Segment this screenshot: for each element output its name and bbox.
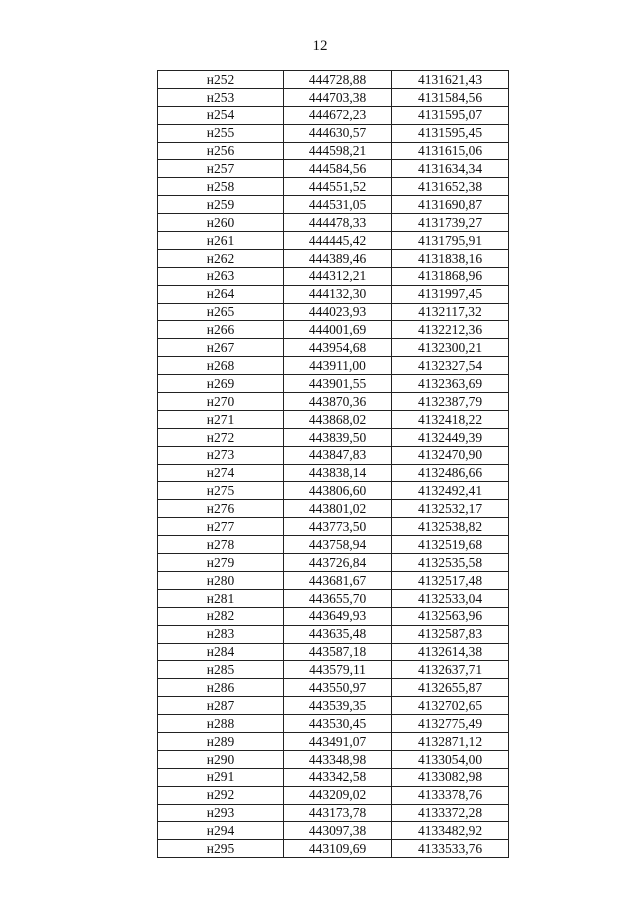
table-row [158,446,509,464]
y-coordinate-cell: 4131615,06 [392,142,509,160]
point-id-cell: н289 [158,732,284,750]
y-coordinate-cell: 4131739,27 [392,214,509,232]
x-coordinate-cell: 443801,02 [284,500,392,518]
point-id-cell: н263 [158,267,284,285]
x-coordinate-cell: 443726,84 [284,554,392,572]
y-coordinate-cell: 4133482,92 [392,822,509,840]
x-coordinate-cell: 443635,48 [284,625,392,643]
table-row [158,661,509,679]
x-coordinate-cell: 443838,14 [284,464,392,482]
point-id-cell: н292 [158,786,284,804]
table-row [158,124,509,142]
point-id-cell: н288 [158,715,284,733]
y-coordinate-cell: 4131621,43 [392,71,509,89]
table-row [158,804,509,822]
table-row [158,249,509,267]
x-coordinate-cell: 443539,35 [284,697,392,715]
y-coordinate-cell: 4131838,16 [392,249,509,267]
x-coordinate-cell: 444132,30 [284,285,392,303]
point-id-cell: н284 [158,643,284,661]
y-coordinate-cell: 4132117,32 [392,303,509,321]
table-row [158,571,509,589]
x-coordinate-cell: 443649,93 [284,607,392,625]
x-coordinate-cell: 444551,52 [284,178,392,196]
y-coordinate-cell: 4132702,65 [392,697,509,715]
y-coordinate-cell: 4132533,04 [392,589,509,607]
x-coordinate-cell: 443681,67 [284,571,392,589]
point-id-cell: н273 [158,446,284,464]
y-coordinate-cell: 4133533,76 [392,840,509,858]
y-coordinate-cell: 4132486,66 [392,464,509,482]
point-id-cell: н282 [158,607,284,625]
point-id-cell: н285 [158,661,284,679]
table-row [158,142,509,160]
x-coordinate-cell: 443587,18 [284,643,392,661]
x-coordinate-cell: 443901,55 [284,375,392,393]
y-coordinate-cell: 4132418,22 [392,410,509,428]
x-coordinate-cell: 443839,50 [284,428,392,446]
y-coordinate-cell: 4131634,34 [392,160,509,178]
y-coordinate-cell: 4132655,87 [392,679,509,697]
table-row [158,267,509,285]
y-coordinate-cell: 4131595,45 [392,124,509,142]
table-row [158,178,509,196]
point-id-cell: н291 [158,768,284,786]
y-coordinate-cell: 4132637,71 [392,661,509,679]
x-coordinate-cell: 443954,68 [284,339,392,357]
x-coordinate-cell: 443109,69 [284,840,392,858]
x-coordinate-cell: 444389,46 [284,249,392,267]
point-id-cell: н260 [158,214,284,232]
x-coordinate-cell: 443097,38 [284,822,392,840]
y-coordinate-cell: 4131595,07 [392,106,509,124]
y-coordinate-cell: 4132535,58 [392,554,509,572]
y-coordinate-cell: 4131868,96 [392,267,509,285]
y-coordinate-cell: 4132363,69 [392,375,509,393]
table-row [158,285,509,303]
point-id-cell: н255 [158,124,284,142]
table-row [158,732,509,750]
point-id-cell: н252 [158,71,284,89]
y-coordinate-cell: 4133054,00 [392,750,509,768]
table-row [158,321,509,339]
table-row [158,589,509,607]
x-coordinate-cell: 444478,33 [284,214,392,232]
y-coordinate-cell: 4133378,76 [392,786,509,804]
x-coordinate-cell: 444312,21 [284,267,392,285]
x-coordinate-cell: 444598,21 [284,142,392,160]
table-row [158,71,509,89]
point-id-cell: н279 [158,554,284,572]
y-coordinate-cell: 4131584,56 [392,88,509,106]
x-coordinate-cell: 443655,70 [284,589,392,607]
y-coordinate-cell: 4132871,12 [392,732,509,750]
y-coordinate-cell: 4132212,36 [392,321,509,339]
y-coordinate-cell: 4131652,38 [392,178,509,196]
point-id-cell: н254 [158,106,284,124]
table-row [158,482,509,500]
y-coordinate-cell: 4131690,87 [392,196,509,214]
x-coordinate-cell: 444703,38 [284,88,392,106]
x-coordinate-cell: 443847,83 [284,446,392,464]
x-coordinate-cell: 443773,50 [284,518,392,536]
table-row [158,750,509,768]
point-id-cell: н280 [158,571,284,589]
table-row [158,643,509,661]
point-id-cell: н259 [158,196,284,214]
y-coordinate-cell: 4132387,79 [392,393,509,411]
point-id-cell: н283 [158,625,284,643]
y-coordinate-cell: 4132587,83 [392,625,509,643]
point-id-cell: н264 [158,285,284,303]
coordinates-table-body [158,71,509,858]
y-coordinate-cell: 4132538,82 [392,518,509,536]
point-id-cell: н272 [158,428,284,446]
table-row [158,106,509,124]
point-id-cell: н258 [158,178,284,196]
point-id-cell: н293 [158,804,284,822]
table-row [158,357,509,375]
x-coordinate-cell: 443911,00 [284,357,392,375]
x-coordinate-cell: 443173,78 [284,804,392,822]
table-row [158,715,509,733]
table-row [158,768,509,786]
point-id-cell: н278 [158,536,284,554]
table-row [158,679,509,697]
table-row [158,822,509,840]
point-id-cell: н277 [158,518,284,536]
y-coordinate-cell: 4131795,91 [392,232,509,250]
table-row [158,375,509,393]
x-coordinate-cell: 444672,23 [284,106,392,124]
page-number: 12 [312,38,328,54]
table-row [158,303,509,321]
table-row [158,339,509,357]
table-row [158,232,509,250]
table-row [158,88,509,106]
point-id-cell: н257 [158,160,284,178]
point-id-cell: н290 [158,750,284,768]
point-id-cell: н294 [158,822,284,840]
x-coordinate-cell: 443806,60 [284,482,392,500]
y-coordinate-cell: 4131997,45 [392,285,509,303]
point-id-cell: н295 [158,840,284,858]
point-id-cell: н274 [158,464,284,482]
y-coordinate-cell: 4132327,54 [392,357,509,375]
table-row [158,196,509,214]
point-id-cell: н265 [158,303,284,321]
table-row [158,607,509,625]
table-row [158,500,509,518]
x-coordinate-cell: 444023,93 [284,303,392,321]
y-coordinate-cell: 4132532,17 [392,500,509,518]
point-id-cell: н266 [158,321,284,339]
table-row [158,464,509,482]
table-row [158,840,509,858]
x-coordinate-cell: 443342,58 [284,768,392,786]
point-id-cell: н262 [158,249,284,267]
table-row [158,214,509,232]
y-coordinate-cell: 4132300,21 [392,339,509,357]
x-coordinate-cell: 443209,02 [284,786,392,804]
x-coordinate-cell: 443491,07 [284,732,392,750]
point-id-cell: н268 [158,357,284,375]
point-id-cell: н270 [158,393,284,411]
table-row [158,554,509,572]
x-coordinate-cell: 443550,97 [284,679,392,697]
x-coordinate-cell: 443870,36 [284,393,392,411]
table-row [158,536,509,554]
point-id-cell: н275 [158,482,284,500]
point-id-cell: н256 [158,142,284,160]
table-row [158,625,509,643]
y-coordinate-cell: 4132775,49 [392,715,509,733]
y-coordinate-cell: 4132492,41 [392,482,509,500]
x-coordinate-cell: 444584,56 [284,160,392,178]
x-coordinate-cell: 443868,02 [284,410,392,428]
x-coordinate-cell: 444531,05 [284,196,392,214]
table-row [158,697,509,715]
y-coordinate-cell: 4132449,39 [392,428,509,446]
point-id-cell: н269 [158,375,284,393]
table-row [158,786,509,804]
point-id-cell: н261 [158,232,284,250]
y-coordinate-cell: 4132470,90 [392,446,509,464]
table-row [158,393,509,411]
x-coordinate-cell: 444630,57 [284,124,392,142]
x-coordinate-cell: 444001,69 [284,321,392,339]
point-id-cell: н276 [158,500,284,518]
point-id-cell: н271 [158,410,284,428]
x-coordinate-cell: 443348,98 [284,750,392,768]
point-id-cell: н281 [158,589,284,607]
y-coordinate-cell: 4133082,98 [392,768,509,786]
y-coordinate-cell: 4132614,38 [392,643,509,661]
x-coordinate-cell: 444445,42 [284,232,392,250]
y-coordinate-cell: 4132563,96 [392,607,509,625]
x-coordinate-cell: 443530,45 [284,715,392,733]
y-coordinate-cell: 4133372,28 [392,804,509,822]
point-id-cell: н286 [158,679,284,697]
x-coordinate-cell: 443579,11 [284,661,392,679]
point-id-cell: н253 [158,88,284,106]
table-row [158,518,509,536]
table-row [158,428,509,446]
x-coordinate-cell: 443758,94 [284,536,392,554]
table-row [158,160,509,178]
y-coordinate-cell: 4132517,48 [392,571,509,589]
point-id-cell: н267 [158,339,284,357]
table-row [158,410,509,428]
y-coordinate-cell: 4132519,68 [392,536,509,554]
x-coordinate-cell: 444728,88 [284,71,392,89]
coordinates-table [157,70,509,858]
point-id-cell: н287 [158,697,284,715]
